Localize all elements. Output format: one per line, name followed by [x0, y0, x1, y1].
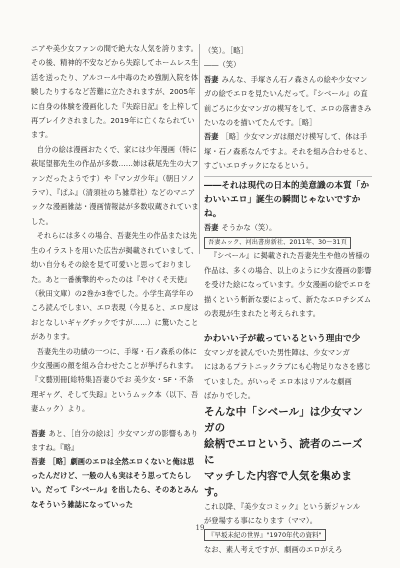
paragraph: なお、素人考えですが、劇画のエロがえろ: [204, 544, 343, 554]
callout-line: これ以降、『美少女コミック』という新ジャンル: [204, 501, 361, 511]
callout-line: 絵柄でエロという、読者のニーズに: [204, 437, 363, 466]
speaker-name: 吾妻: [204, 132, 219, 142]
dialogue-line: [31, 427, 199, 455]
callout-line: ていました。がいっそ エロ本はリアルな劇画: [204, 376, 352, 386]
left-column: [31, 42, 199, 512]
speaker-name: 吾妻: [31, 428, 46, 438]
paragraph: それらには多くの場合、吾妻先生の作品または先生のイラストを用いた広告が掲載されていまして、幼い自分もその絵を見て可愛いと思っておりました。あと一番衝撃的やったのは『やけくそ天使』（秋田文庫）の2巻か3巻でした。小学生高学年のころ読んでしまい、エロ表現（今見ると、エロ度はおとなしいギャグチックですが……）に驚いたことがあります。: [31, 231, 199, 342]
callout-line: が登場する事になります（ママ）。: [204, 515, 318, 525]
dialogue-text: そうかな（笑）。: [221, 222, 277, 232]
horizontal-rule: [204, 176, 372, 177]
dialogue-text: ［略］劇画のエロは全然エロくないと俺は思ったんだけど、一般の人も実はそう思ってたらしい。だって『シベール』を出したら、そのあとみんなそういう雑誌になっていった: [31, 456, 199, 509]
dialogue-text: ［略］少女マンガは顔だけ模写して、体は手塚・石ノ森系なんですよ。それを組み合わせると、すごいエロチックになるという。: [204, 132, 372, 171]
column-divider: [199, 44, 200, 254]
paragraph: 吾妻先生の功績の一つに、手塚・石ノ森系の体に少女漫画の顔を組み合わせたことが挙げられます。『文藝別冊[総特集]吾妻ひでお 美少女・SF・不条理ギャグ、そして失踪』というムック本（以下、吾妻ムック）より。: [31, 346, 199, 414]
dialogue-text: あと、［自分の絵は］少女マンガの影響もありますね。『略』: [31, 428, 199, 452]
speaker-name: 吾妻: [204, 222, 219, 232]
callout-line: 女マンガを読んでいた男性陣は、少女マンガ: [204, 347, 350, 357]
dialogue-line: [204, 73, 372, 131]
speaker-name: 吾妻: [31, 456, 46, 466]
callout-line: にはあるプラトニックラブにも心物足りなさを感じ: [204, 362, 372, 372]
speaker-name: 吾妻: [204, 74, 219, 84]
dialogue-text: みんな、手塚さん石ノ森さんの絵や少女マンガの絵でエロを見たいんだって。『シベール』の直前ごろに少女マンガの模写をして、エロの落書きみたいなのを描いてたんです。［略］: [204, 74, 372, 128]
callout-line: マッチした内容で人気を集めます。: [204, 469, 352, 498]
dialogue-line: [31, 455, 199, 512]
page-number: 19: [195, 524, 205, 532]
paragraph: ニアや美少女ファンの間で絶大な人気を誇ります。その後、精神的不安などから失踪してホームレス生活を送ったり、アルコール中毒のため強制入院を体験したりするなど苦難に立たされますが、2005年に自身の体験を漫画化した『失踪日記』を上梓して再ブレイクされました。2019年に亡くなられています。: [31, 44, 199, 140]
dialogue-line: [204, 221, 372, 235]
right-column: [204, 44, 372, 557]
callout-line: ばかりでした。: [204, 391, 256, 401]
paragraph: 自分の絵は漫画おたくで、家には少年漫画（特に萩尾望都先生の作品が多数……姉は萩尾先生の大ファンだったようです）や『マンガ少年』（朝日ソノラマ）、『ぱふ』（清須社のち雑草社）などのマニアックな漫画雑誌・漫画情報誌が多数収蔵されていました。: [31, 144, 199, 226]
source-note-box: 『早坂未紀の世界』"1970年代の資料": [204, 529, 326, 541]
interview-excerpt: [31, 427, 199, 512]
highlighted-statement: ――それは現代の日本的美意識の本質「かわいいエロ」誕生の瞬間じゃないですかね。: [204, 180, 370, 219]
callout-line: そんな中「シベール」は少女マンガの: [204, 405, 363, 434]
paragraph: 『シベール』に掲載された吾妻先生や他の皆様の作品は、多くの場合、以上のように少女漫画の影響を受けた絵になっています。少女漫画の絵でエロを描くという斬新な要によって、新たなエロチシズムの表現が生まれたと考えられます。: [204, 251, 372, 319]
quote-callout: [204, 332, 372, 543]
text-line: ――（笑）: [204, 60, 241, 70]
citation-box: 吾妻ムック、河出書房新社、2011年、30～31頁: [204, 237, 351, 249]
dialogue-line: [204, 130, 372, 173]
interview-continuation: [204, 44, 372, 249]
text-line: （笑）。［略］: [204, 46, 248, 55]
callout-line: かわいい子が載っているという理由で少: [204, 333, 361, 344]
